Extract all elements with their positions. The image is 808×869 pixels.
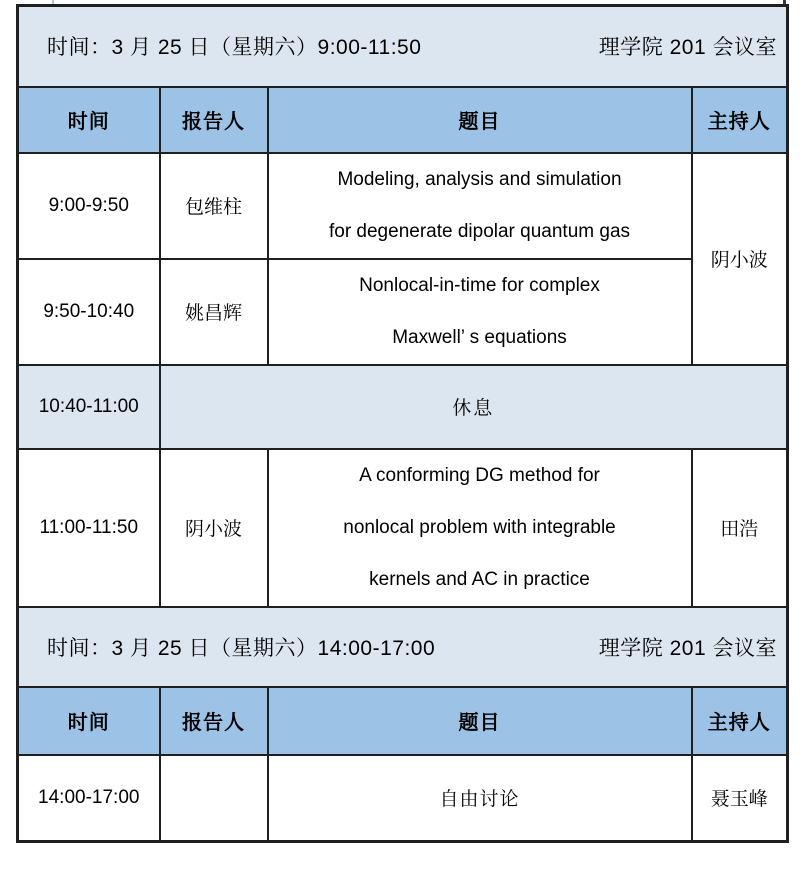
talk-chair: 聂玉峰 <box>692 755 788 842</box>
col-header-speaker: 报告人 <box>160 87 268 153</box>
col-header-title: 题目 <box>268 87 692 153</box>
talk-title <box>268 449 692 607</box>
session2-column-header-row <box>18 687 788 755</box>
talk-time: 14:00-17:00 <box>18 755 160 842</box>
session1-location: 理学院 201 会议室 <box>598 36 777 60</box>
session1-column-header-row <box>18 87 788 153</box>
col-header-title: 题目 <box>268 687 692 755</box>
col-header-time: 时间 <box>18 687 160 755</box>
talk-time: 9:00-9:50 <box>18 153 160 259</box>
talk-chair: 田浩 <box>692 449 788 607</box>
talk-title <box>268 153 692 259</box>
talk-row <box>18 259 788 365</box>
talk-speaker: 阴小波 <box>160 449 268 607</box>
session2-location: 理学院 201 会议室 <box>598 636 777 660</box>
session1-header-row <box>18 6 788 87</box>
talk-title-line: Nonlocal-in-time for complex <box>359 274 600 296</box>
col-header-chair: 主持人 <box>692 687 788 755</box>
talk-title-line: Modeling, analysis and simulation <box>337 168 622 190</box>
session1-header-cell <box>18 6 788 87</box>
talk-title: 自由讨论 <box>268 755 692 842</box>
talk-title <box>268 259 692 365</box>
talk-title-line: kernels and AC in practice <box>369 568 590 590</box>
talk-title-line: Maxwell’ s equations <box>392 326 567 348</box>
col-header-time: 时间 <box>18 87 160 153</box>
talk-title-line: A conforming DG method for <box>359 464 600 486</box>
talk-row <box>18 449 788 607</box>
talk-speaker <box>160 755 268 842</box>
session2-datetime: 时间：3 月 25 日（星期六）14:00-17:00 <box>47 636 436 660</box>
col-header-chair: 主持人 <box>692 87 788 153</box>
talk-row <box>18 153 788 259</box>
break-time: 10:40-11:00 <box>18 365 160 449</box>
break-row <box>18 365 788 449</box>
talk-time: 9:50-10:40 <box>18 259 160 365</box>
talk-time: 11:00-11:50 <box>18 449 160 607</box>
chair-merged: 阴小波 <box>692 153 788 365</box>
session1-datetime: 时间：3 月 25 日（星期六）9:00-11:50 <box>47 36 422 60</box>
session2-header-cell <box>18 607 788 687</box>
session2-header-row <box>18 607 788 687</box>
break-label: 休息 <box>160 365 788 449</box>
talk-title-line: nonlocal problem with integrable <box>343 516 616 538</box>
talk-title-line: for degenerate dipolar quantum gas <box>328 220 631 242</box>
talk-row <box>18 755 788 842</box>
talk-speaker: 姚昌辉 <box>160 259 268 365</box>
talk-speaker: 包维柱 <box>160 153 268 259</box>
schedule-table <box>16 4 789 843</box>
col-header-speaker: 报告人 <box>160 687 268 755</box>
